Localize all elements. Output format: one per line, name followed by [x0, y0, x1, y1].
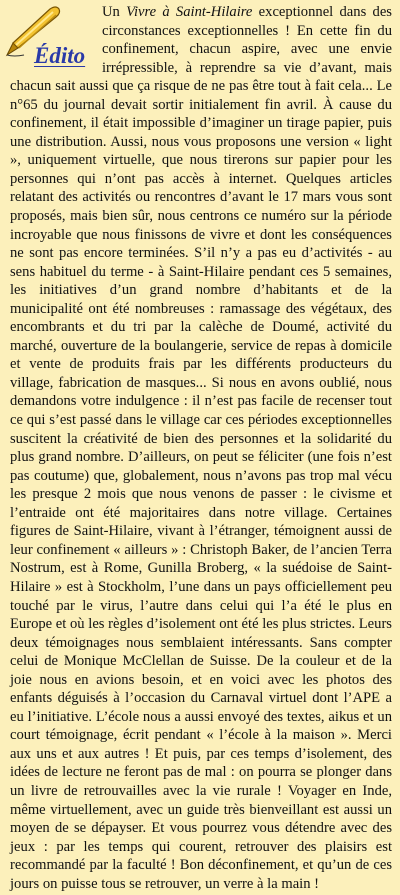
page-title: Édito: [34, 43, 86, 68]
body-text: exceptionnel dans des circonstances exceptionnelles ! En cette fin du confinement, chacun aspire, avec une envie irrépressible, à reprendre sa vie d’avant, mais chacun sait aussi que ça risque de ne pas être tout à fait cela... Le n°65 du journal devait sortir initialement fin avril. À cause du confinement, il était impossible d’imaginer un tirage papier, puis une distribution. Aussi, nous vous proposons une version « light », uniquement virtuelle, que nous tirerons sur papier pour les personnes qui n’ont pas accès à internet. Quelques articles relatant des activités ou rencontres d’avant le 17 mars vous sont proposés, mais bien sûr, nous centrons ce numéro sur la période incroyable que nous finissons de vivre et dont les conséquences ne sont pas encore terminées. S’il n’y a pas eu d’activités - au sens habituel du terme - à Saint-Hilaire pendant ces 5 semaines, les initiatives d’un grand nombre d’habitants et de la municipalité ont été nombreuses : ramassage des végétaux, des encombrants et du tri par la calèche de Doumé, activité du marché, ouverture de la boulangerie, service de repas à domicile et vente de produits frais par les différents producteurs du village, fabrication de masques... Si nous en avons oublié, nous demandons votre indulgence : il n’est pas facile de recenser tout ce qui s’est passé dans le village car ces périodes exceptionnelles suscitent la créativité de bien des personnes et la solidarité du plus grand nombre. D’ailleurs, on peut se féliciter (une fois n’est pas coutume) que, globalement, nous n’avons pas trop mal vécu les presque 2 mois que nous venons de passer : le civisme et l’entraide ont été majoritaires dans notre village. Certaines figures de Saint-Hilaire, vivant à l’étranger, témoignent aussi de leur confinement « ailleurs » : Christoph Baker, de l’ancien Terra Nostrum, est à Rome, Gunilla Broberg, « la suédoise de Saint-Hilaire » est à Stockholm, l’une dans un pays officiellement peu touché par le virus, l’autre dans celui qui l’a été le plus en Europe et où les règles d’isolement ont été les plus strictes. Leurs deux témoignages nous semblaient intéressants. Sans compter celui de Monique McClellan de Suisse. De la couleur et de la joie nous en avions besoin, et en voici avec les photos des enfants déguisés à l’occasion du Carnaval virtuel dont l’APE a eu l’initiative. L’école nous a aussi envoyé des textes, aikus et un court témoignage, écrit pendant « l’école à la maison ». Merci aux uns et aux autres ! Et puis, par ces temps d’isolement, des idées de lecture ne feront pas de mal : on pourra se plonger dans un livre de retrouvailles avec la vie rurale ! Voyager en Inde, même virtuellement, avec un guide très bienveillant est aussi un moyen de se dépayser. Et vous pourrez vous détendre avec des jeux : par les temps qui courent, retrouver des plaisirs est recommandé par la faculté ! Bon déconfinement, et qu’un de ces jours on puisse tous se retrouver, un verre à la main !: [10, 4, 392, 892]
edito-body: [10, 3, 392, 893]
journal-title: Vivre à Saint-Hilaire: [126, 4, 253, 20]
edito-logo: [4, 3, 96, 77]
intro-text: Un: [102, 4, 127, 20]
